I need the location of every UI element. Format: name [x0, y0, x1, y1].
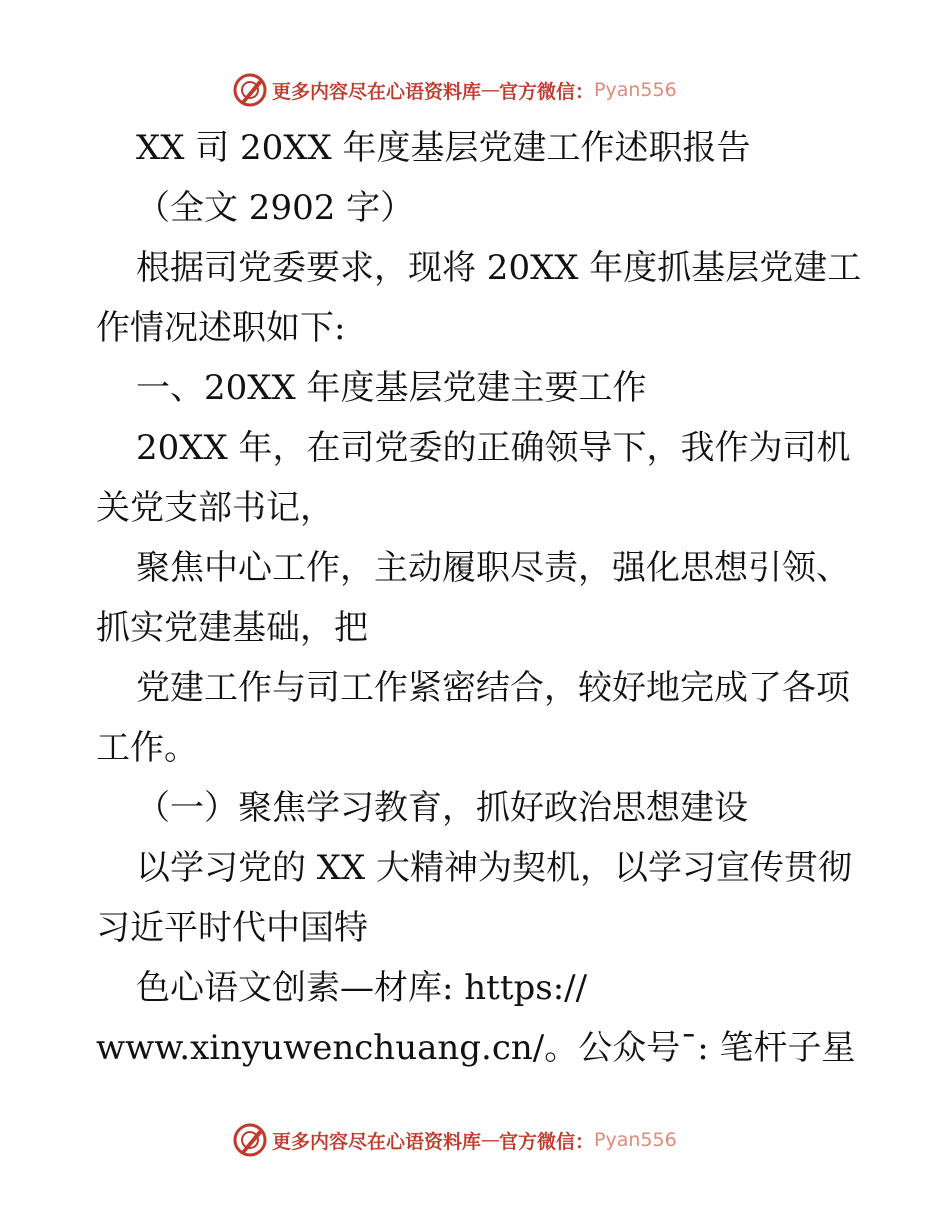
pen-logo-icon [232, 72, 268, 108]
banner-wechat-label: 官方微信： [499, 80, 595, 103]
paragraph-line: 20XX 年，在司党委的正确领导下，我作为司机 [136, 428, 851, 468]
paragraph-line: 聚焦中心工作，主动履职尽责，强化思想引领、 [136, 548, 850, 588]
banner-text: 更多内容尽在心语资料库 [272, 80, 482, 103]
banner-dash: — [481, 79, 500, 101]
paragraph-line: www.xinyuwenchuang.cn/。公众号¯: 笔杆子星 [96, 1028, 856, 1068]
word-count-note: （全文 2902 字） [136, 188, 415, 228]
paragraph-line: 党建工作与司工作紧密结合，较好地完成了各项 [136, 668, 850, 708]
header-banner [232, 70, 732, 110]
paragraph-line: 以学习党的 XX 大精神为契机，以学习宣传贯彻 [136, 848, 853, 888]
paragraph-line: 色心语文创素—材库: https:// [136, 968, 588, 1008]
banner-wechat-label: 官方微信： [499, 1130, 595, 1153]
footer-banner [232, 1120, 732, 1160]
banner-wechat-id: Pyan556 [594, 79, 677, 101]
paragraph-line: 工作。 [96, 728, 198, 768]
banner-text: 更多内容尽在心语资料库 [272, 1130, 482, 1153]
paragraph-line: 习近平时代中国特 [96, 908, 368, 948]
paragraph-line: 作情况述职如下: [96, 308, 346, 348]
paragraph-line: 根据司党委要求，现将 20XX 年度抓基层党建工 [136, 248, 862, 288]
banner-dash: — [481, 1129, 500, 1151]
document-title: XX 司 20XX 年度基层党建工作述职报告 [136, 128, 751, 168]
subsection-heading: （一）聚焦学习教育，抓好政治思想建设 [136, 788, 748, 828]
paragraph-line: 抓实党建基础，把 [96, 608, 368, 648]
paragraph-line: 关党支部书记， [96, 488, 334, 528]
document-body [96, 118, 876, 1078]
pen-logo-icon [232, 1122, 268, 1158]
banner-wechat-id: Pyan556 [594, 1129, 677, 1151]
section-heading: 一、20XX 年度基层党建主要工作 [136, 368, 647, 408]
